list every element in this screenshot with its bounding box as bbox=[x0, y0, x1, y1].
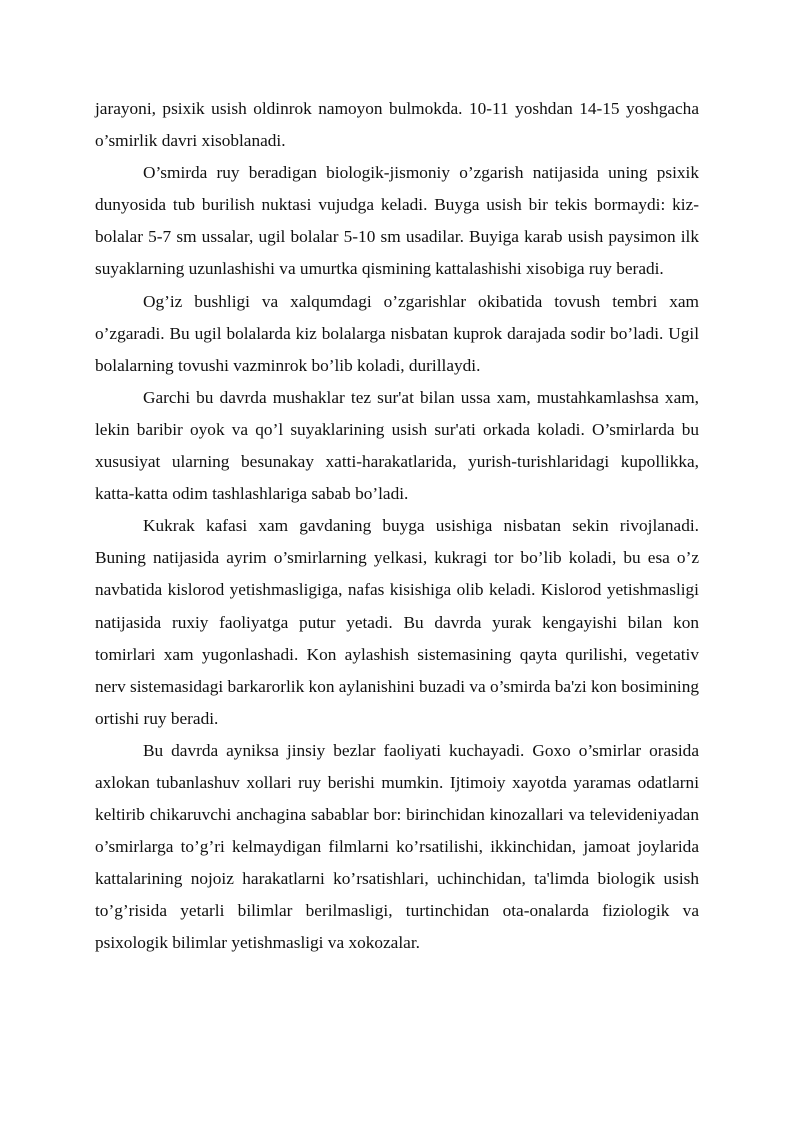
paragraph: Bu davrda ayniksa jinsiy bezlar faoliyati kuchayadi. Goxo o’smirlar orasida axlokan tubanlashuv xollari ruy berishi mumkin. Ijtimoiy xayotda yaramas odatlarni keltirib chikaruvchi anchagina sabablar bor: birinchidan kinozallari va televideniyadan o’smirlarga to’g’ri kelmaydigan filmlarni ko’rsatilishi, ikkinchidan, jamoat joylarida kattalarining nojoiz harakatlarni ko’rsatishlari, uchinchidan, ta'limda biologik usish to’g’risida yetarli bilimlar berilmasligi, turtinchidan ota-onalarda fiziologik va psixologik bilimlar yetishmasligi va xokozalar. bbox=[95, 740, 699, 953]
document-body bbox=[95, 93, 699, 960]
paragraph: Garchi bu davrda mushaklar tez sur'at bilan ussa xam, mustahkamlashsa xam, lekin baribir oyok va qo’l suyaklarining usish sur'ati orkada koladi. O’smirlarda bu xususiyat ularning besunakay xatti-harakatlarida, yurish-turishlaridagi kupollikka, katta-katta odim tashlashlariga sabab bo’ladi. bbox=[95, 387, 699, 504]
paragraph: Og’iz bushligi va xalqumdagi o’zgarishlar okibatida tovush tembri xam o’zgaradi. Bu ugil bolalarda kiz bolalarga nisbatan kuprok darajada sodir bo’ladi. Ugil bolalarning tovushi vazminrok bo’lib koladi, durillaydi. bbox=[95, 291, 699, 375]
paragraph: Kukrak kafasi xam gavdaning buyga usishiga nisbatan sekin rivojlanadi. Buning natijasida ayrim o’smirlarning yelkasi, kukragi tor bo’lib koladi, bu esa o’z navbatida kislorod yetishmasligiga, nafas kisishiga olib keladi. Kislorod yetishmasligi natijasida ruxiy faoliyatga putur yetadi. Bu davrda yurak kengayishi bilan kon tomirlari xam yugonlashadi. Kon aylashish sistemasining qayta qurilishi, vegetativ nerv sistemasidagi barkarorlik kon aylanishini buzadi va o’smirda ba'zi kon bosimining ortishi ruy beradi. bbox=[95, 516, 699, 728]
paragraph: O’smirda ruy beradigan biologik-jismoniy o’zgarish natijasida uning psixik dunyosida tub burilish nuktasi vujudga keladi. Buyga usish bir tekis bormaydi: kiz-bolalar 5-7 sm ussalar, ugil bolalar 5-10 sm usadilar. Buyiga karab usish paysimon ilk suyaklarning uzunlashishi va umurtka qismining kattalashishi xisobiga ruy beradi. bbox=[95, 163, 699, 279]
paragraph-continuation: jarayoni, psixik usish oldinrok namoyon bulmokda. 10-11 yoshdan 14-15 yoshgacha o’smirlik davri xisoblanadi. bbox=[95, 99, 699, 151]
